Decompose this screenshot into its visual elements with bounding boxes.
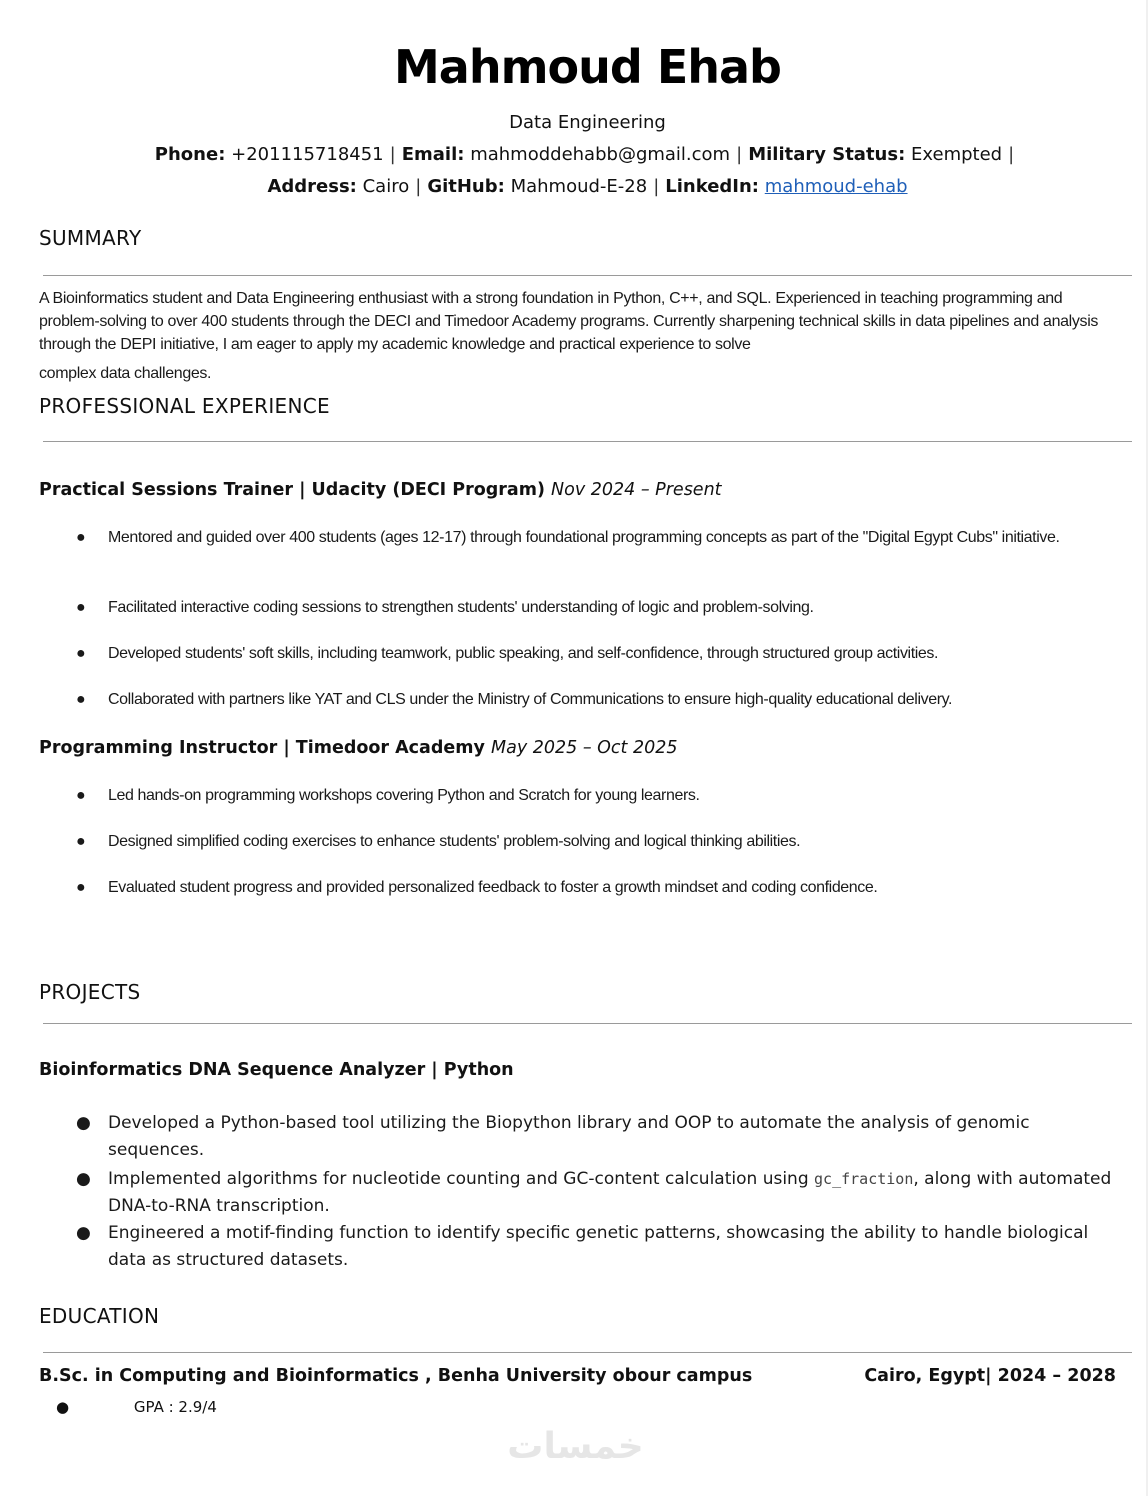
watermark-logo: خمسات <box>507 1426 644 1467</box>
education-row <box>39 1366 1116 1386</box>
job-title-udacity <box>39 480 722 500</box>
bullet-icon: ● <box>76 1113 91 1133</box>
experience-bullet: ● Evaluated student progress and provided personalized feedback to foster a growth mindset and coding confidence. <box>76 876 1136 899</box>
job-title-timedoor <box>39 738 678 758</box>
section-divider <box>43 1023 1132 1024</box>
github-label: GitHub: <box>427 176 505 197</box>
experience-bullet: ● Collaborated with partners like YAT and CLS under the Ministry of Communications to ensure high-quality educational delivery. <box>76 688 1136 711</box>
github-value: Mahmoud-E-28 <box>510 176 648 197</box>
experience-bullet: ● Designed simplified coding exercises to enhance students' problem-solving and logical thinking abilities. <box>76 830 1136 853</box>
job-dates: May 2025 – Oct 2025 <box>491 738 678 758</box>
project-bullet: ● Engineered a motif-finding function to identify specific genetic patterns, showcasing the ability to handle biological data as structured datasets. <box>76 1220 1116 1274</box>
location-dates: Cairo, Egypt| 2024 – 2028 <box>864 1366 1116 1386</box>
summary-text <box>39 287 1124 385</box>
section-title-experience: PROFESSIONAL EXPERIENCE <box>39 394 330 418</box>
address-label: Address: <box>267 176 357 197</box>
experience-bullet: ● Developed students' soft skills, including teamwork, public speaking, and self-confidence, through structured group activities. <box>76 642 1136 665</box>
bullet-icon: ● <box>76 879 86 896</box>
project-title: Bioinformatics DNA Sequence Analyzer | Python <box>39 1060 514 1080</box>
project-bullet: ● Implemented algorithms for nucleotide counting and GC-content calculation using gc_fraction, along with automated DNA-to-RNA transcription. <box>76 1166 1116 1220</box>
phone-value: +201115718451 <box>231 144 384 165</box>
separator: | <box>389 144 396 165</box>
separator: | <box>653 176 660 197</box>
separator: | <box>415 176 422 197</box>
summary-body: A Bioinformatics student and Data Engineering enthusiast with a strong foundation in Python, C++, and SQL. Experienced in teaching programming and problem-solving to over 400 students through the DECI and Timedoor Academy programs. Currently sharpening technical skills in data pipelines and analysis through the DEPI initiative, I am eager to apply my academic knowledge and practical experience to solve <box>39 290 1099 353</box>
section-divider <box>43 1352 1132 1353</box>
email-label: Email: <box>401 144 465 165</box>
section-title-projects: PROJECTS <box>39 980 141 1004</box>
bullet-icon: ● <box>76 691 86 708</box>
candidate-subtitle: Data Engineering <box>509 112 666 133</box>
separator: | <box>1008 144 1015 165</box>
address-value: Cairo <box>362 176 410 197</box>
bullet-icon: ● <box>56 1398 70 1416</box>
linkedin-link[interactable]: mahmoud-ehab <box>764 176 908 197</box>
job-dates: Nov 2024 – Present <box>551 480 722 500</box>
experience-bullet: ● Led hands-on programming workshops covering Python and Scratch for young learners. <box>76 784 1136 807</box>
gpa: GPA : 2.9/4 <box>133 1398 217 1416</box>
bullet-icon: ● <box>76 599 86 616</box>
contact-line-2 <box>0 176 1148 197</box>
section-divider <box>43 275 1132 276</box>
education-bullet <box>56 1398 217 1416</box>
military-value: Exempted <box>911 144 1003 165</box>
email-value: mahmoddehabb@gmail.com <box>470 144 731 165</box>
section-title-summary: SUMMARY <box>39 226 142 250</box>
bullet-icon: ● <box>76 833 86 850</box>
job-role-org: Practical Sessions Trainer | Udacity (DECI Program) <box>39 480 545 500</box>
bullet-icon: ● <box>76 645 86 662</box>
military-label: Military Status: <box>748 144 906 165</box>
summary-last-line: complex data challenges. <box>39 365 212 382</box>
candidate-name: Mahmoud Ehab <box>394 40 781 94</box>
project-bullet: ● Developed a Python-based tool utilizing the Biopython library and OOP to automate the analysis of genomic sequences. <box>76 1110 1116 1164</box>
section-title-education: EDUCATION <box>39 1304 160 1328</box>
bullet-icon: ● <box>76 529 86 546</box>
code-snippet: gc_fraction <box>814 1170 914 1188</box>
bullet-icon: ● <box>76 1169 91 1189</box>
experience-bullet: ● Mentored and guided over 400 students (ages 12-17) through foundational programming concepts as part of the "Digital Egypt Cubs" initiative. <box>76 526 1136 549</box>
bullet-icon: ● <box>76 1223 91 1243</box>
experience-bullet: ● Facilitated interactive coding sessions to strengthen students' understanding of logic and problem-solving. <box>76 596 1136 619</box>
section-divider <box>43 441 1132 442</box>
separator: | <box>736 144 743 165</box>
phone-label: Phone: <box>154 144 226 165</box>
bullet-icon: ● <box>76 787 86 804</box>
job-role-org: Programming Instructor | Timedoor Academy <box>39 738 485 758</box>
degree: B.Sc. in Computing and Bioinformatics , Benha University obour campus <box>39 1366 753 1386</box>
linkedin-label: LinkedIn: <box>665 176 760 197</box>
contact-line-1 <box>0 144 1148 165</box>
